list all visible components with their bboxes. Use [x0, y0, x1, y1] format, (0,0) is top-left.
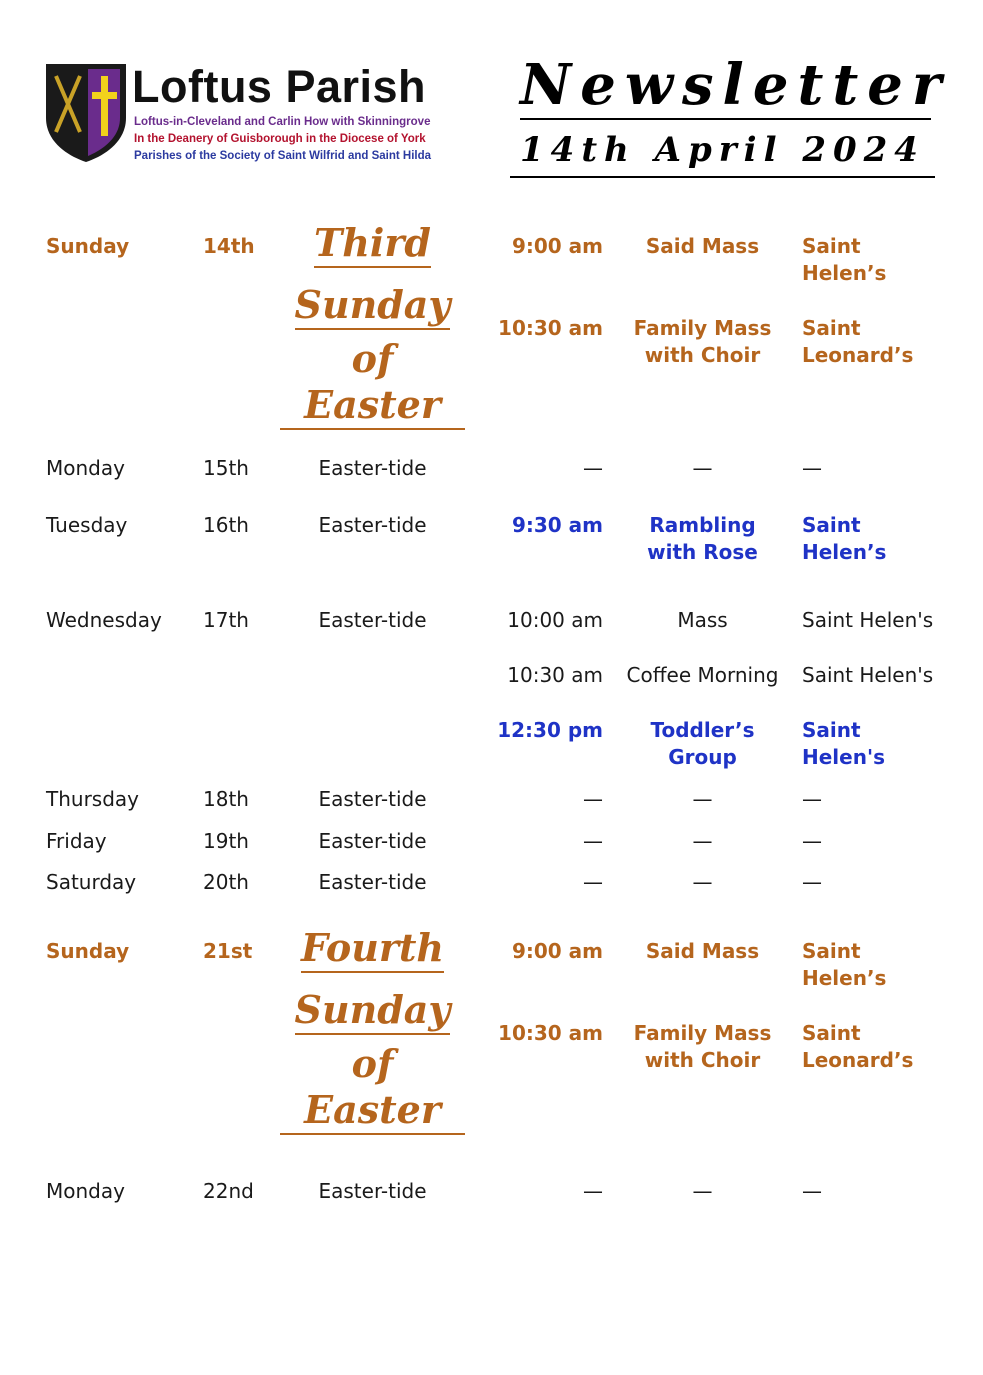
feast-label: Easter-tide: [318, 456, 427, 480]
feast-label: Easter-tide: [318, 787, 427, 811]
day-label: Monday: [46, 456, 125, 480]
date-label: 21st: [203, 939, 253, 963]
event-time: —: [583, 787, 603, 811]
event-time: —: [583, 870, 603, 894]
event-place: Saint Helen’s: [802, 939, 887, 990]
date-label: 19th: [203, 829, 249, 853]
event-place: —: [802, 829, 822, 853]
event-place: —: [802, 456, 822, 480]
event-time: 10:00 am: [507, 608, 603, 632]
event-name: Said Mass: [645, 939, 760, 963]
event-time: —: [583, 1179, 603, 1203]
event-place: Saint Leonard’s: [802, 316, 914, 367]
event-time: 10:30 am: [498, 316, 603, 340]
event-place: Saint Leonard’s: [802, 1021, 914, 1072]
day-label: Friday: [46, 829, 107, 853]
day-label: Saturday: [46, 870, 137, 894]
event-place: —: [802, 1179, 822, 1203]
event-name: —: [692, 787, 713, 811]
event-time: 9:00 am: [511, 939, 603, 963]
day-label: Wednesday: [46, 608, 162, 632]
parish-subtitle-1: Loftus-in-Cleveland and Carlin How with Skinningrove: [134, 116, 431, 128]
event-name: Mass: [677, 608, 728, 632]
newsletter-title: Newsletter: [520, 52, 951, 118]
date-label: 20th: [203, 870, 249, 894]
event-name: —: [692, 456, 713, 480]
feast-label: Easter-tide: [318, 513, 427, 537]
event-name: Rambling with Rose: [647, 513, 758, 564]
parish-subtitle-2: In the Deanery of Guisborough in the Diocese of York: [134, 133, 426, 145]
event-time: —: [583, 829, 603, 853]
event-name: Family Mass with Choir: [633, 316, 772, 367]
day-label: Monday: [46, 1179, 125, 1203]
parish-subtitle-3: Parishes of the Society of Saint Wilfrid and Saint Hilda: [134, 150, 432, 162]
event-place: Saint Helen’s: [802, 513, 887, 564]
event-time: —: [583, 456, 603, 480]
event-time: 10:30 am: [507, 663, 603, 687]
feast-title: Fourth Sunday of Easter: [280, 917, 465, 1141]
event-place: Saint Helen's: [802, 718, 885, 769]
parish-logo: [44, 60, 484, 170]
date-label: 16th: [203, 513, 249, 537]
day-label: Thursday: [46, 787, 139, 811]
date-label: 14th: [203, 234, 255, 258]
event-name: —: [692, 829, 713, 853]
event-place: Saint Helen's: [802, 663, 934, 687]
event-name: Family Mass with Choir: [633, 1021, 772, 1072]
feast-label: Easter-tide: [318, 1179, 427, 1203]
event-time: 9:30 am: [511, 513, 603, 537]
day-label: Sunday: [46, 939, 130, 963]
date-label: 18th: [203, 787, 249, 811]
event-place: —: [802, 870, 822, 894]
newsletter-date: 14th April 2024: [510, 124, 935, 178]
event-place: Saint Helen's: [802, 608, 934, 632]
event-time: 12:30 pm: [497, 718, 603, 742]
event-name: Toddler’s Group: [650, 718, 755, 769]
masthead: [510, 52, 951, 178]
feast-label: Easter-tide: [318, 608, 427, 632]
date-label: 17th: [203, 608, 249, 632]
event-name: Coffee Morning: [626, 663, 779, 687]
event-place: Saint Helen’s: [802, 234, 887, 285]
day-label: Sunday: [46, 234, 130, 258]
date-label: 15th: [203, 456, 249, 480]
event-name: —: [692, 870, 713, 894]
event-place: —: [802, 787, 822, 811]
event-time: 9:00 am: [511, 234, 603, 258]
day-label: Tuesday: [46, 513, 128, 537]
feast-title: Third Sunday of Easter: [280, 212, 465, 436]
feast-label: Easter-tide: [318, 829, 427, 853]
event-name: —: [692, 1179, 713, 1203]
parish-name: Loftus Parish: [132, 61, 427, 112]
parish-shield-icon: [44, 60, 128, 164]
feast-label: Easter-tide: [318, 870, 427, 894]
date-label: 22nd: [203, 1179, 254, 1203]
event-time: 10:30 am: [498, 1021, 603, 1045]
event-name: Said Mass: [645, 234, 760, 258]
